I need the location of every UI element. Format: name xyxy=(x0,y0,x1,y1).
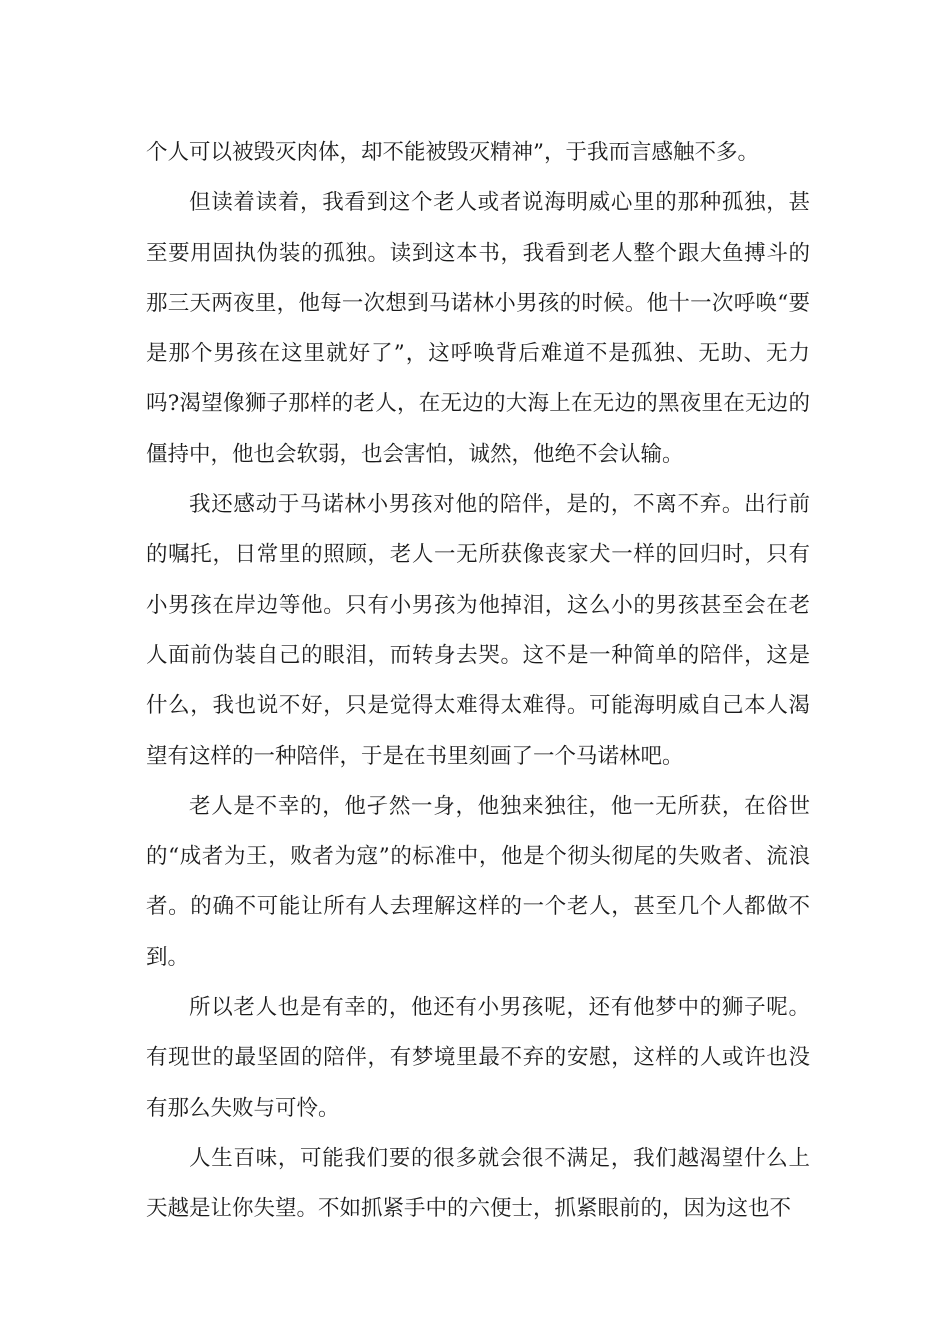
paragraph-continuation: 个人可以被毁灭肉体，却不能被毁灭精神”，于我而言感触不多。 xyxy=(146,140,759,165)
paragraph-companionship: 我还感动于马诺林小男孩对他的陪伴，是的，不离不弃。出行前的嘱托，日常里的照顾，老人一无所获像丧家犬一样的回归时，只有小男孩在岸边等他。只有小男孩为他掉泪，这么小的男孩甚至会在老人面前伪装自己的眼泪，而转身去哭。这不是一种简单的陪伴，这是什么，我也说不好，只是觉得太难得太难得。可能海明威自己本人渴望有这样的一种陪伴，于是在书里刻画了一个马诺林吧。 xyxy=(146,492,810,769)
paragraph-misfortune: 老人是不幸的，他孑然一身，他独来独往，他一无所获，在俗世的“成者为王，败者为寇”的标准中，他是个彻头彻尾的失败者、流浪者。的确不可能让所有人去理解这样的一个老人，甚至几个人都做不到。 xyxy=(146,793,810,970)
paragraph-life: 人生百味，可能我们要的很多就会很不满足，我们越渴望什么上天越是让你失望。不如抓紧手中的六便士，抓紧眼前的，因为这也不 xyxy=(146,1145,810,1222)
paragraph-loneliness: 但读着读着，我看到这个老人或者说海明威心里的那种孤独，甚至要用固执伪装的孤独。读到这本书，我看到老人整个跟大鱼搏斗的那三天两夜里，他每一次想到马诺林小男孩的时候。他十一次呼唤“要是那个男孩在这里就好了”，这呼唤背后难道不是孤独、无助、无力吗?渴望像狮子那样的老人，在无边的大海上在无边的黑夜里在无边的僵持中，他也会软弱，也会害怕，诚然，他绝不会认输。 xyxy=(146,190,810,467)
paragraph-fortune: 所以老人也是有幸的，他还有小男孩呢，还有他梦中的狮子呢。有现世的最坚固的陪伴，有梦境里最不弃的安慰，这样的人或许也没有那么失败与可怜。 xyxy=(146,995,810,1121)
document-body xyxy=(146,128,810,1235)
